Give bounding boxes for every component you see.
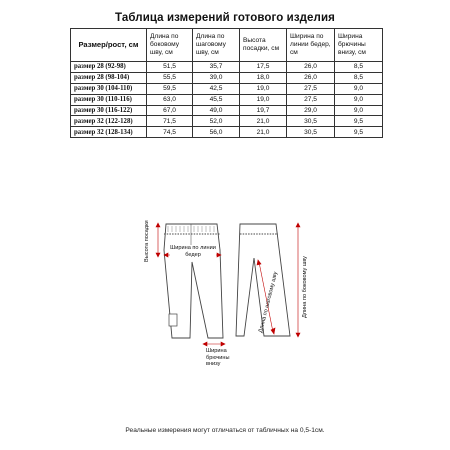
table-row — [71, 62, 383, 73]
table-cell: 18,0 — [240, 72, 287, 83]
table-cell: размер 30 (116-122) — [71, 105, 147, 116]
header-size: Размер/рост, см — [71, 29, 147, 62]
table-cell: 9,5 — [335, 116, 383, 127]
measurement-diagram — [140, 210, 320, 385]
header-hem-width: Ширина брючины внизу, см — [335, 29, 383, 62]
table-cell: 56,0 — [193, 127, 240, 138]
table-cell: 17,5 — [240, 62, 287, 73]
header-hip-width: Ширина по линии бедер, см — [287, 29, 335, 62]
table-cell: 51,5 — [147, 62, 193, 73]
page-title: Таблица измерений готового изделия — [115, 12, 335, 24]
table-cell: 21,0 — [240, 127, 287, 138]
label-hem-width: Ширина брючины внизу — [206, 348, 230, 367]
label-inseam: Длина по шаговому шву — [258, 271, 279, 334]
table-cell: 26,0 — [287, 72, 335, 83]
table-header-row — [71, 29, 383, 62]
label-rise: Высота посадки — [144, 220, 150, 262]
table-cell: 71,5 — [147, 116, 193, 127]
table-cell: 42,5 — [193, 83, 240, 94]
table-cell: 67,0 — [147, 105, 193, 116]
table-cell: 30,5 — [287, 116, 335, 127]
table-cell: 19,0 — [240, 94, 287, 105]
table-row — [71, 105, 383, 116]
table-cell: 8,5 — [335, 72, 383, 83]
table-cell: 39,0 — [193, 72, 240, 83]
table-cell: 8,5 — [335, 62, 383, 73]
table-cell: 55,5 — [147, 72, 193, 83]
table-cell: 21,0 — [240, 116, 287, 127]
table-cell: размер 28 (98-104) — [71, 72, 147, 83]
table-row — [71, 72, 383, 83]
label-side-seam: Длина по боковому шву — [302, 256, 308, 318]
table-cell: 52,0 — [193, 116, 240, 127]
table-cell: 26,0 — [287, 62, 335, 73]
table-cell: размер 32 (122-128) — [71, 116, 147, 127]
table-cell: 19,7 — [240, 105, 287, 116]
table-cell: 29,0 — [287, 105, 335, 116]
table-cell: 9,0 — [335, 94, 383, 105]
table-cell: 59,5 — [147, 83, 193, 94]
table-cell: 27,5 — [287, 83, 335, 94]
table-cell: 9,0 — [335, 105, 383, 116]
table-cell: 63,0 — [147, 94, 193, 105]
table-cell: 74,5 — [147, 127, 193, 138]
knee-patch-icon — [169, 314, 177, 326]
header-rise: Высота посадки, см — [240, 29, 287, 62]
table-row — [71, 127, 383, 138]
label-hip-width: Ширина по линии бедер — [170, 245, 216, 258]
table-cell: 30,5 — [287, 127, 335, 138]
table-cell: 35,7 — [193, 62, 240, 73]
header-inseam: Длина по шаговому шву, см — [193, 29, 240, 62]
table-cell: размер 28 (92-98) — [71, 62, 147, 73]
table-cell: 19,0 — [240, 83, 287, 94]
table-cell: размер 30 (104-110) — [71, 83, 147, 94]
table-cell: размер 30 (110-116) — [71, 94, 147, 105]
table-cell: 45,5 — [193, 94, 240, 105]
footnote: Реальные измерения могут отличаться от табличных на 0,5-1см. — [125, 427, 325, 434]
table-row — [71, 116, 383, 127]
table-cell: 49,0 — [193, 105, 240, 116]
table-row — [71, 83, 383, 94]
table-cell: 9,5 — [335, 127, 383, 138]
table-row — [71, 94, 383, 105]
table-cell: 9,0 — [335, 83, 383, 94]
measurements-table — [70, 28, 383, 138]
table-cell: размер 32 (128-134) — [71, 127, 147, 138]
table-cell: 27,5 — [287, 94, 335, 105]
header-side-seam: Длина по боковому шву, см — [147, 29, 193, 62]
